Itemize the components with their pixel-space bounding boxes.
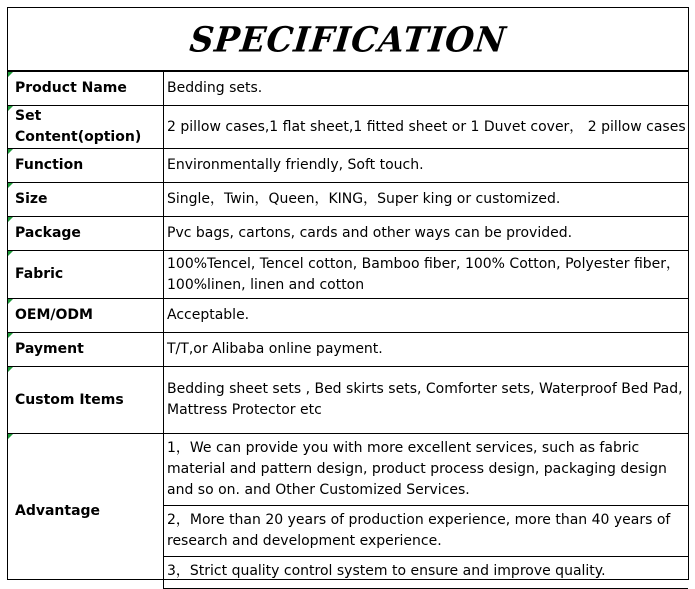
value-cell: Acceptable. — [164, 299, 689, 333]
cell-marker-icon — [8, 183, 13, 188]
spec-row-package — [8, 217, 688, 251]
value-cell: Single，Twin，Queen，KING，Super king or customized. — [164, 183, 689, 217]
label-cell — [8, 434, 164, 589]
row-label: Fabric — [15, 266, 64, 282]
advantage-item: 2，More than 20 years of production experience, more than 40 years of research and development experience. — [164, 506, 688, 557]
spec-row-oem-odm — [8, 299, 688, 333]
cell-marker-icon — [8, 333, 13, 338]
label-cell — [8, 217, 164, 251]
cell-marker-icon — [8, 217, 13, 222]
cell-marker-icon — [8, 72, 13, 77]
value-cell: Pvc bags, cartons, cards and other ways can be provided. — [164, 217, 689, 251]
advantage-item: 1，We can provide you with more excellent services, such as fabric material and pattern design, product process design, packaging design and so on. and Other Customized Services. — [164, 434, 688, 506]
row-label: Product Name — [15, 80, 127, 96]
value-cell: Environmentally friendly, Soft touch. — [164, 149, 689, 183]
value-cell: 100%Tencel, Tencel cotton, Bamboo fiber, 100% Cotton, Polyester fiber，100%linen, linen and cotton — [164, 251, 689, 299]
row-label: OEM/ODM — [15, 307, 93, 323]
label-cell — [8, 72, 164, 106]
spec-row-advantage — [8, 434, 688, 589]
cell-marker-icon — [8, 367, 13, 372]
label-cell — [8, 183, 164, 217]
label-cell — [8, 333, 164, 367]
label-cell — [8, 149, 164, 183]
label-cell — [8, 106, 164, 149]
label-cell — [8, 299, 164, 333]
title-row — [8, 8, 688, 71]
spec-row-fabric — [8, 251, 688, 299]
spec-table — [8, 71, 688, 589]
value-cell: Bedding sets. — [164, 72, 689, 106]
advantage-cell — [164, 434, 689, 589]
value-cell: T/T,or Alibaba online payment. — [164, 333, 689, 367]
label-cell — [8, 367, 164, 434]
row-label: Advantage — [15, 502, 101, 519]
cell-marker-icon — [8, 299, 13, 304]
row-label: Payment — [15, 341, 84, 357]
row-label: Function — [15, 157, 84, 173]
value-cell: 2 pillow cases,1 flat sheet,1 fitted sheet or 1 Duvet cover， 2 pillow cases — [164, 106, 689, 149]
label-cell — [8, 251, 164, 299]
cell-marker-icon — [8, 106, 13, 111]
row-label: Size — [15, 191, 48, 207]
value-cell: Bedding sheet sets , Bed skirts sets, Comforter sets, Waterproof Bed Pad, Mattress Protector etc — [164, 367, 689, 434]
spec-row-product-name — [8, 72, 688, 106]
spec-row-size — [8, 183, 688, 217]
advantage-item: 3，Strict quality control system to ensure and improve quality. — [167, 563, 606, 579]
cell-marker-icon — [8, 434, 13, 439]
row-label: Package — [15, 225, 81, 241]
spec-row-custom-items — [8, 367, 688, 434]
spec-row-function — [8, 149, 688, 183]
cell-marker-icon — [8, 251, 13, 256]
specification-sheet — [7, 7, 689, 580]
cell-marker-icon — [8, 149, 13, 154]
row-label: Custom Items — [15, 391, 124, 408]
page-title: SPECIFICATION — [187, 18, 509, 60]
spec-row-payment — [8, 333, 688, 367]
spec-row-set-content — [8, 106, 688, 149]
row-label: Set Content(option) — [15, 108, 142, 145]
